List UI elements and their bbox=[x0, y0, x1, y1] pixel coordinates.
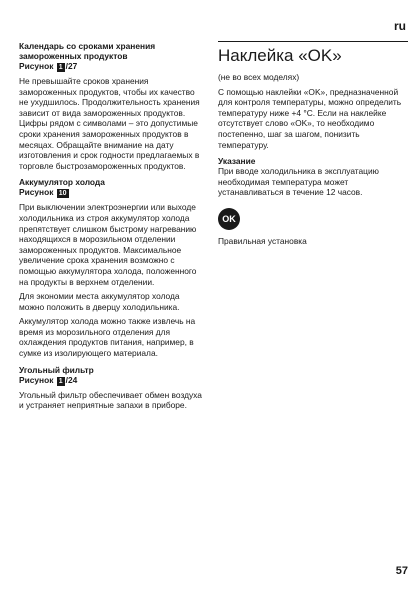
figure-label: Рисунок bbox=[19, 374, 54, 385]
note-paragraph: При вводе холодильника в эксплуатацию необходимая температура может устанавливаться в течение 12 часов. bbox=[218, 166, 379, 198]
paragraph-carbon-filter: Угольный фильтр обеспечивает обмен воздуха и устраняет неприятные запахи в приборе. bbox=[19, 389, 202, 411]
paragraph-freezer-calendar: Не превышайте сроков хранения замороженных продуктов, чтобы их качество не ухудшилось. Продолжительность хранения зависит от вида замороженных продуктов. Цифры рядом с символами – это допустимые сроки хранения замороженных продуктов в месяцах. Обращайте внимание на дату изготовления и срок годности предлагаемых в торговле быстрозамороженных продуктов. bbox=[19, 76, 200, 171]
section-title-carbon-filter: Угольный фильтр bbox=[19, 364, 94, 375]
left-column bbox=[19, 41, 205, 411]
paragraph-cold-pack-1: При выключении электроэнергии или выходе холодильника из строя аккумулятор холода препятствует слишком быстрому нагреванию находящихся в морозильном отделении замороженных продуктов. Максимальное увеличение срока хранения возможно с помощью аккумулятора холода, положенного на продукты в верхнем отделении. bbox=[19, 202, 197, 287]
figure-reference bbox=[19, 187, 205, 198]
figure-number-badge: 10 bbox=[58, 190, 67, 198]
figure-label: Рисунок bbox=[19, 61, 54, 71]
paragraph-cold-pack-2: Для экономии места аккумулятор холода можно положить в дверцу холодильника. bbox=[19, 291, 180, 312]
figure-number-badge: 1 bbox=[58, 64, 63, 71]
ok-sticker-caption: Правильная установка bbox=[218, 235, 307, 246]
section-title-ok-sticker: Наклейка «OK» bbox=[218, 46, 342, 65]
figure-reference bbox=[19, 375, 205, 386]
section-divider bbox=[218, 41, 408, 42]
paragraph-ok-sticker: С помощью наклейки «OK», предназначенной для контроля температуры, можно определить температуру ниже +4 °C. Если на наклейке отсутствует слово «OK», то необходимо постепенно, шаг за шагом, понизить температуру. bbox=[218, 86, 402, 150]
paragraph-cold-pack-3: Аккумулятор холода можно также извлечь на время из морозильного отделения для охлаждения продуктов питания, например, в сумке из изолирующего материала. bbox=[19, 316, 196, 359]
subtitle-availability: (не во всех моделях) bbox=[218, 72, 300, 82]
language-code: ru bbox=[394, 19, 406, 33]
section-title-freezer-calendar: Календарь со сроками хранения замороженных продуктов bbox=[19, 41, 156, 61]
note-title: Указание bbox=[218, 156, 256, 167]
figure-reference bbox=[19, 61, 205, 72]
figure-suffix: /24 bbox=[65, 374, 78, 385]
section-title-cold-pack: Аккумулятор холода bbox=[19, 177, 105, 188]
figure-label: Рисунок bbox=[19, 187, 54, 198]
figure-suffix: /27 bbox=[65, 61, 78, 71]
ok-sticker-icon: OK bbox=[218, 208, 240, 230]
right-column bbox=[218, 41, 408, 247]
figure-number-badge: 1 bbox=[58, 377, 63, 385]
page-number: 57 bbox=[395, 565, 408, 577]
